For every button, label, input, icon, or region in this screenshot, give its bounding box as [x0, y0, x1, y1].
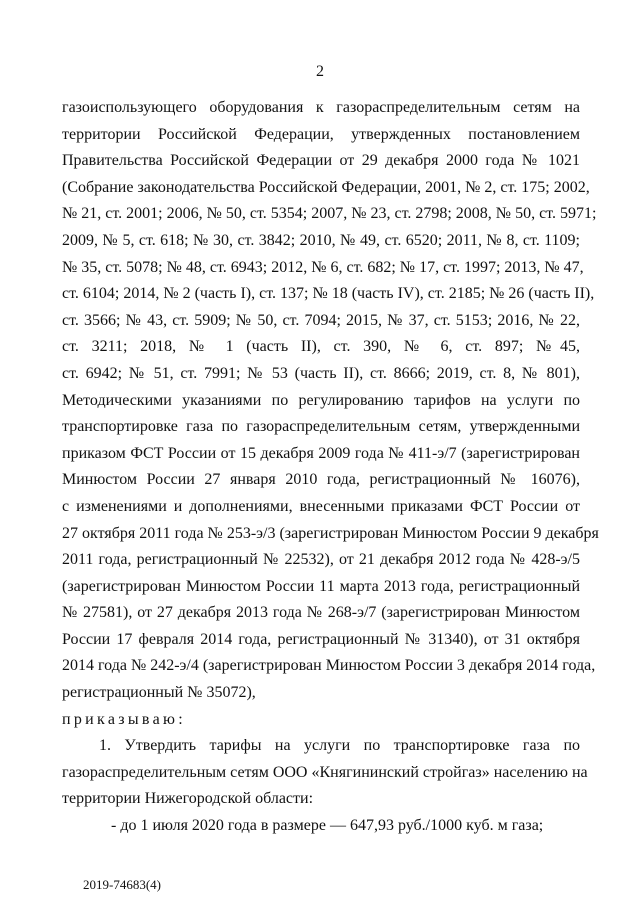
- document-code: 2019-74683(4): [83, 877, 161, 892]
- text-line: транспортировке газа по газораспределительным сетям, утвержденными: [62, 418, 580, 436]
- text-line: 27 октября 2011 года № 253-э/3 (зарегистрирован Минюстом России 9 декабря: [62, 524, 599, 542]
- text-line: ст. 3211; 2018, № 1 (часть II), ст. 390, № 6, ст. 897; №45,: [62, 338, 580, 356]
- item-1-line: 1. Утвердить тарифы на услуги по транспортировке газа по: [99, 737, 580, 755]
- text-line: 2009, № 5, ст. 618; № 30, ст. 3842; 2010, № 49, ст. 6520; 2011, № 8, ст. 1109;: [62, 231, 580, 249]
- text-line: Минюстом России 27 января 2010 года, регистрационный № 16076),: [62, 471, 580, 489]
- text-line: № 35, ст. 5078; № 48, ст. 6943; 2012, № 6, ст. 682; № 17, ст. 1997; 2013, № 47,: [62, 258, 584, 276]
- tariff-dash-item: - до 1 июля 2020 года в размере — 647,93 руб./1000 куб. м газа;: [111, 817, 544, 835]
- text-line: (Собрание законодательства Российской Федерации, 2001, № 2, ст. 175; 2002,: [62, 178, 590, 196]
- text-line: с изменениями и дополнениями, внесенными приказами ФСТ России от: [62, 497, 580, 515]
- page-number: 2: [316, 63, 324, 80]
- text-line: территории Российской Федерации, утвержденных постановлением: [62, 125, 580, 143]
- text-line: России 17 февраля 2014 года, регистрационный № 31340), от 31 октября: [62, 630, 580, 648]
- item-1-line: газораспределительным сетям ООО «Княгининский стройгаз» населению на: [62, 763, 588, 781]
- text-line-last: регистрационный № 35072),: [62, 684, 256, 702]
- document-body: [62, 95, 599, 840]
- text-line: газоиспользующего оборудования к газораспределительным сетям на: [62, 99, 580, 116]
- text-line: ст. 3566; № 43, ст. 5909; № 50, ст. 7094; 2015, № 37, ст. 5153; 2016, № 22,: [62, 311, 580, 329]
- text-line: № 27581), от 27 декабря 2013 года № 268-э/7 (зарегистрирован Минюстом: [62, 604, 580, 622]
- order-word: приказываю:: [62, 710, 186, 728]
- text-line: 2011 года, регистрационный № 22532), от 21 декабря 2012 года № 428-э/5: [62, 551, 580, 569]
- item-1-last-line: территории Нижегородской области:: [62, 790, 314, 808]
- text-line: ст. 6104; 2014, № 2 (часть I), ст. 137; № 18 (часть IV), ст. 2185; № 26 (часть II),: [62, 285, 595, 303]
- text-line: № 21, ст. 2001; 2006, № 50, ст. 5354; 2007, № 23, ст. 2798; 2008, № 50, ст. 5971;: [62, 205, 597, 223]
- text-line: Правительства Российской Федерации от 29 декабря 2000 года № 1021: [62, 152, 580, 170]
- text-line: 2014 года № 242-э/4 (зарегистрирован Минюстом России 3 декабря 2014 года,: [62, 657, 596, 675]
- text-line: (зарегистрирован Минюстом России 11 марта 2013 года, регистрационный: [62, 577, 580, 595]
- text-line: приказом ФСТ России от 15 декабря 2009 года № 411-э/7 (зарегистрирован: [62, 444, 580, 462]
- text-line: ст. 6942; № 51, ст. 7991; № 53 (часть II), ст. 8666; 2019, ст. 8, № 801),: [62, 364, 580, 382]
- text-line: Методическими указаниями по регулированию тарифов на услуги по: [62, 391, 580, 409]
